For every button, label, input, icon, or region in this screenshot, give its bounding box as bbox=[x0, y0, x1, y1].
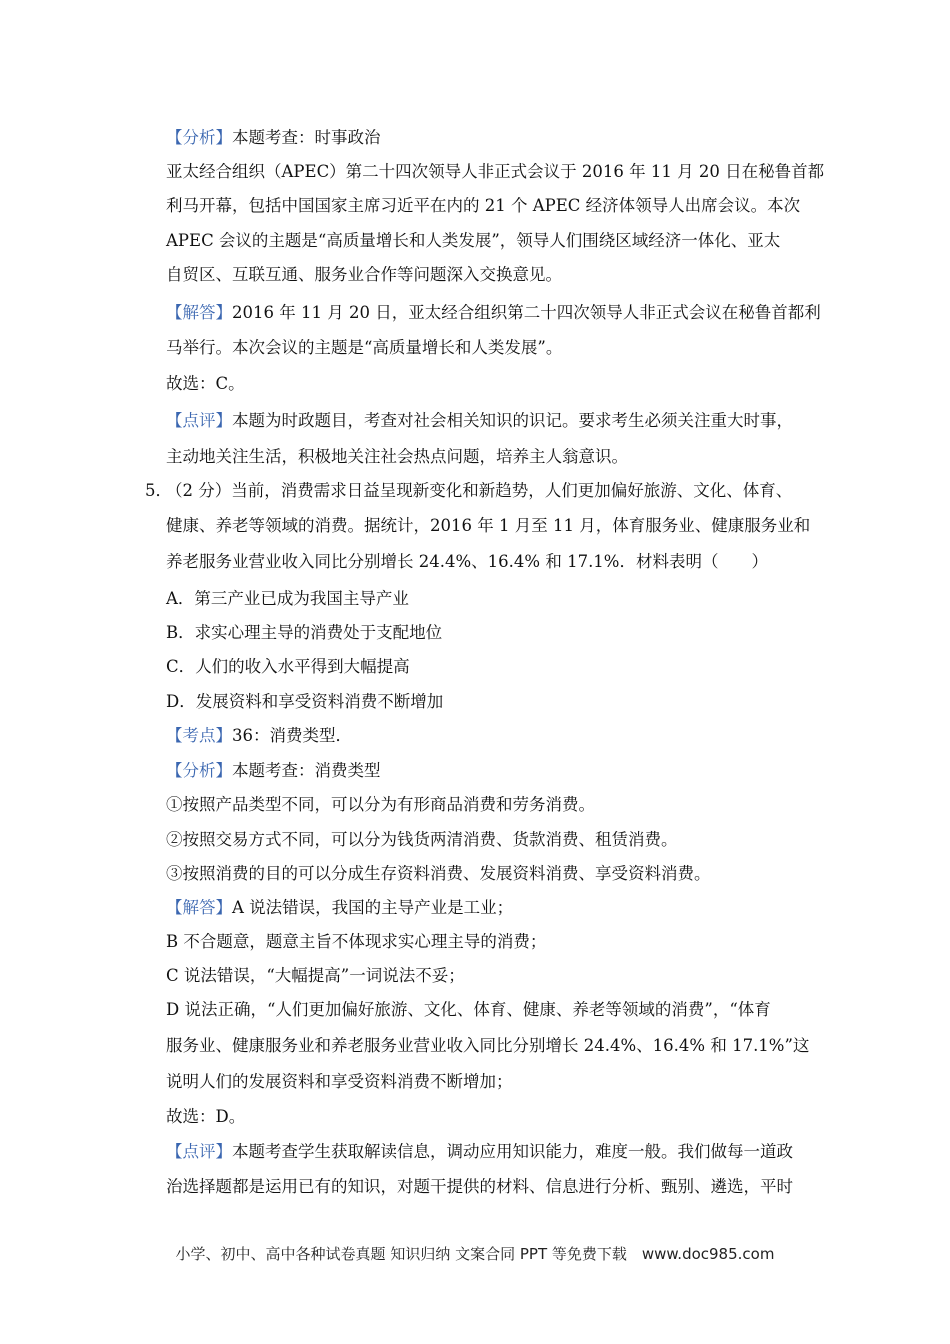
answer-line: B 不合题意，题意主旨不体现求实心理主导的消费； bbox=[166, 932, 547, 951]
paragraph-line: 亚太经合组织（APEC）第二十四次领导人非正式会议于 2016 年 11 月 20 日在秘鲁首都 bbox=[166, 162, 825, 181]
comment-tag: 【点评】 bbox=[166, 1142, 232, 1161]
answer-tag: 【解答】 bbox=[166, 303, 232, 322]
answer-tag: 【解答】 bbox=[166, 898, 232, 917]
option-d: D．发展资料和享受资料消费不断增加 bbox=[166, 692, 444, 711]
question-stem: 养老服务业营业收入同比分别增长 24.4%、16.4% 和 17.1%．材料表明（ ） bbox=[166, 552, 768, 571]
answer-line: C 说法错误，“大幅提高”一词说法不妥； bbox=[166, 966, 465, 985]
analysis-text: 本题考查：消费类型 bbox=[232, 761, 381, 780]
comment-text: 本题考查学生获取解读信息，调动应用知识能力，难度一般。我们做每一道政 bbox=[232, 1142, 793, 1161]
analysis-tag: 【分析】 bbox=[166, 128, 232, 147]
comment-line: 治选择题都是运用已有的知识，对题干提供的材料、信息进行分析、甄别、遴选，平时 bbox=[166, 1177, 793, 1196]
comment-text: 本题为时政题目，考查对社会相关知识的识记。要求考生必须关注重大时事， bbox=[232, 411, 793, 430]
list-item: ①按照产品类型不同，可以分为有形商品消费和劳务消费。 bbox=[166, 795, 595, 814]
comment-line bbox=[166, 404, 793, 438]
answer-line: D 说法正确，“人们更加偏好旅游、文化、体育、健康、养老等领域的消费”，“体育 bbox=[166, 1000, 771, 1019]
question-stem: 健康、养老等领域的消费。据统计，2016 年 1 月至 11 月，体育服务业、健康服务业和 bbox=[166, 516, 811, 535]
answer-text: 2016 年 11 月 20 日，亚太经合组织第二十四次领导人非正式会议在秘鲁首都利 bbox=[232, 303, 821, 322]
option-c: C．人们的收入水平得到大幅提高 bbox=[166, 657, 410, 676]
list-item: ②按照交易方式不同，可以分为钱货两清消费、货款消费、租赁消费。 bbox=[166, 830, 678, 849]
option-b: B．求实心理主导的消费处于支配地位 bbox=[166, 623, 443, 642]
analysis-line bbox=[166, 754, 381, 788]
answer-line bbox=[166, 296, 821, 330]
comment-tag: 【点评】 bbox=[166, 411, 232, 430]
analysis-text: 本题考查：时事政治 bbox=[232, 128, 381, 147]
point-line bbox=[166, 719, 352, 753]
comment-line bbox=[166, 1135, 793, 1169]
point-text: 36：消费类型． bbox=[232, 726, 352, 745]
paragraph-line: 自贸区、互联互通、服务业合作等问题深入交换意见。 bbox=[166, 265, 562, 284]
analysis-tag: 【分析】 bbox=[166, 761, 232, 780]
comment-line: 主动地关注生活，积极地关注社会热点问题，培养主人翁意识。 bbox=[166, 447, 628, 466]
answer-line: 马举行。本次会议的主题是“高质量增长和人类发展”。 bbox=[166, 338, 563, 357]
answer-line bbox=[166, 891, 513, 925]
question-stem: （2 分）当前，消费需求日益呈现新变化和新趋势，人们更加偏好旅游、文化、体育、 bbox=[166, 481, 793, 500]
option-a: A．第三产业已成为我国主导产业 bbox=[166, 589, 409, 608]
answer-text: A 说法错误，我国的主导产业是工业； bbox=[232, 898, 514, 917]
paragraph-line: 利马开幕，包括中国国家主席习近平在内的 21 个 APEC 经济体领导人出席会议。本次 bbox=[166, 196, 801, 215]
answer-line: 说明人们的发展资料和享受资料消费不断增加； bbox=[166, 1072, 513, 1091]
choice-line: 故选：C。 bbox=[166, 374, 245, 393]
paragraph-line: APEC 会议的主题是“高质量增长和人类发展”，领导人们围绕区域经济一体化、亚太 bbox=[166, 231, 781, 250]
question-number: 5． bbox=[145, 481, 172, 500]
answer-line: 服务业、健康服务业和养老服务业营业收入同比分别增长 24.4%、16.4% 和 17.1%”这 bbox=[166, 1036, 810, 1055]
choice-line: 故选：D。 bbox=[166, 1107, 246, 1126]
list-item: ③按照消费的目的可以分成生存资料消费、发展资料消费、享受资料消费。 bbox=[166, 864, 711, 883]
analysis-line bbox=[166, 121, 381, 155]
point-tag: 【考点】 bbox=[166, 726, 232, 745]
page-footer: 小学、初中、高中各种试卷真题 知识归纳 文案合同 PPT 等免费下载 www.doc985.com bbox=[175, 1245, 775, 1263]
